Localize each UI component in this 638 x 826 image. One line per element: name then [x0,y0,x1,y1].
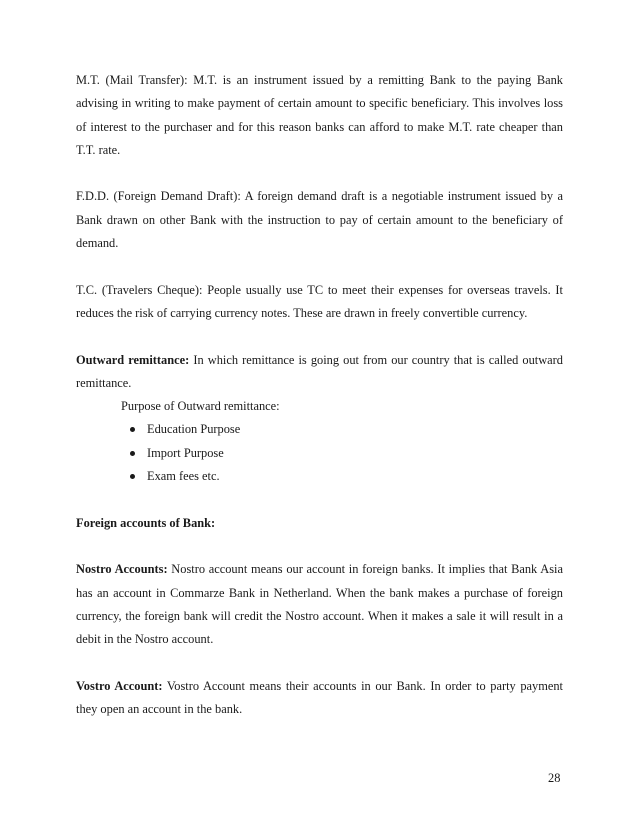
page-content [76,69,563,721]
vostro-heading: Vostro Account: [76,678,163,693]
outward-remittance-paragraph [76,349,563,396]
fdd-paragraph: F.D.D. (Foreign Demand Draft): A foreign demand draft is a negotiable instrument issued by a Bank drawn on other Bank with the instruction to pay of certain amount to the beneficiary of demand. [76,189,563,251]
list-item [130,465,563,488]
spacer [76,255,563,278]
vostro-paragraph [76,675,563,722]
spacer [76,651,563,674]
outward-purpose-list [76,418,563,488]
outward-purpose-label: Purpose of Outward remittance: [121,399,280,414]
purpose-import: Import Purpose [147,445,224,460]
page-number: 28 [548,771,561,785]
list-item [130,418,563,441]
bullet-icon [130,474,135,479]
purpose-education: Education Purpose [147,422,241,437]
vostro-text: Vostro Account means their accounts in our Bank. In order to party payment they open an account in the bank. [76,678,564,717]
bullet-icon [130,451,135,456]
foreign-accounts-heading: Foreign accounts of Bank: [76,515,216,530]
spacer [76,325,563,348]
mt-paragraph: M.T. (Mail Transfer): M.T. is an instrument issued by a remitting Bank to the paying Bank advising in writing to make payment of certain amount to specific beneficiary. This involves loss of interest to the purchaser and for this reason banks can afford to make M.T. rate cheaper than T.T. rate. [76,73,563,157]
nostro-text: Nostro account means our account in foreign banks. It implies that Bank Asia has an account in Commarze Bank in Netherland. When the bank makes a purchase of foreign currency, the foreign bank will credit the Nostro account. When it makes a sale it will result in a debit in the Nostro account. [76,562,563,647]
bullet-icon [130,427,135,432]
outward-remittance-text: In which remittance is going out from our country that is called outward remittance. [76,352,563,390]
spacer [76,488,563,511]
nostro-paragraph [76,558,563,651]
spacer [76,535,563,558]
outward-remittance-heading: Outward remittance: [76,352,190,367]
spacer [76,162,563,185]
list-item [130,442,563,465]
nostro-heading: Nostro Accounts: [76,562,168,577]
purpose-exam-fees: Exam fees etc. [147,469,220,484]
tc-paragraph: T.C. (Travelers Cheque): People usually use TC to meet their expenses for overseas travels. It reduces the risk of carrying currency notes. These are drawn in freely convertible currency. [76,282,563,320]
